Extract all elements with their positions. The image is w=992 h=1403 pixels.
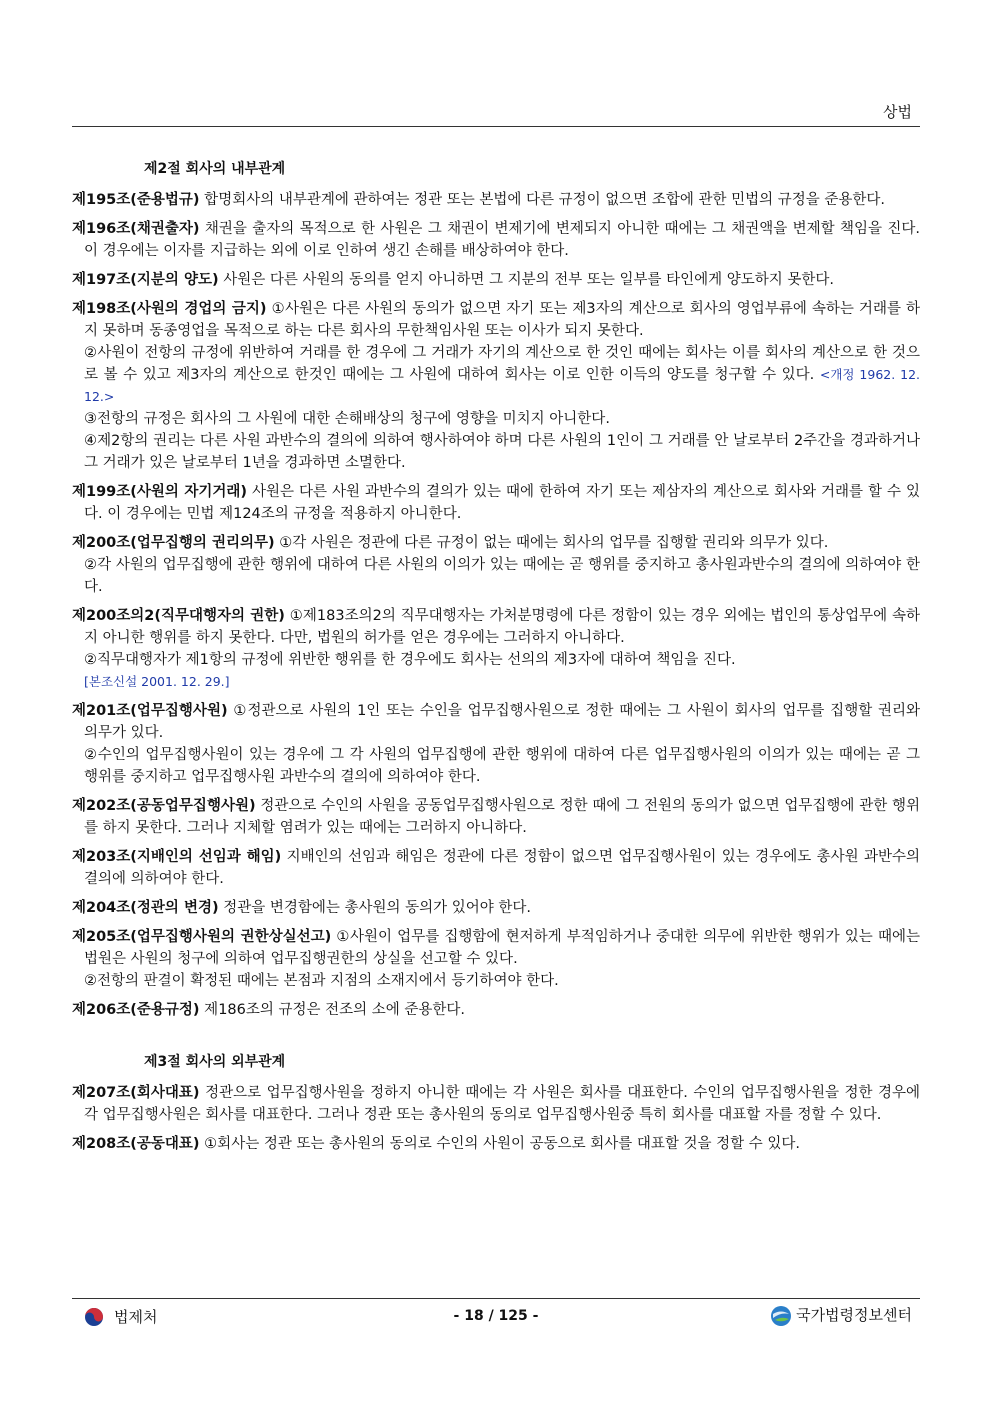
article-198 (72, 298, 920, 474)
article-205 (72, 926, 920, 992)
article-text: 사원은 다른 사원의 동의를 얻지 아니하면 그 지분의 전부 또는 일부를 타인에게 양도하지 못한다. (218, 272, 835, 288)
article-text: 사원은 다른 사원 과반수의 결의가 있는 때에 한하여 자기 또는 제삼자의 계산으로 회사와 거래를 할 수 있다. 이 경우에는 민법 제124조의 규정을 적용하지 아니한다. (84, 484, 920, 522)
article-title: 제204조(정관의 변경) (72, 900, 219, 916)
paragraph-1: ①각 사원은 정관에 다른 규정이 없는 때에는 회사의 업무를 집행할 권리와 의무가 있다. (274, 535, 829, 551)
article-title: 제208조(공동대표) (72, 1136, 200, 1152)
article-text: 정관을 변경함에는 총사원의 동의가 있어야 한다. (218, 900, 532, 916)
footer-divider (72, 1298, 920, 1299)
paragraph-1: ①사원이 업무를 집행함에 현저하게 부적임하거나 중대한 의무에 위반한 행위가 있는 때에는 법원은 사원의 청구에 의하여 업무집행권한의 상실을 선고할 수 있다. (84, 929, 920, 967)
article-title: 제197조(지분의 양도) (72, 272, 219, 288)
article-206 (72, 999, 920, 1021)
paragraph-2: ②수인의 업무집행사원이 있는 경우에 그 각 사원의 업무집행에 관한 행위에 대하여 다른 업무집행사원의 이의가 있는 때에는 곧 그 행위를 중지하고 업무집행사원 과반수의 결의에 의하여야 한다. (84, 747, 920, 785)
paragraph-1: ①제183조의2의 직무대행자는 가처분명령에 다른 정함이 있는 경우 외에는 법인의 통상업무에 속하지 아니한 행위를 하지 못한다. 다만, 법원의 허가를 얻은 경우에는 그러하지 아니하다. (84, 608, 920, 646)
paragraph-2: ②사원이 전항의 규정에 위반하여 거래를 한 경우에 그 거래가 자기의 계산으로 한 것인 때에는 회사는 이를 회사의 계산으로 한 것으로 볼 수 있고 제3자의 계산으로 한것인 때에는 그 사원에 대하여 회사는 이로 인한 이득의 양도를 청구할 수 있다. (84, 345, 920, 383)
article-207 (72, 1082, 920, 1126)
article-197 (72, 269, 920, 291)
article-text: 지배인의 선임과 해임은 정관에 다른 정함이 없으면 업무집행사원이 있는 경우에도 총사원 과반수의 결의에 의하여야 한다. (84, 849, 921, 887)
article-title: 제203조(지배인의 선임과 해임) (72, 849, 282, 865)
globe-logo-icon (770, 1305, 790, 1325)
article-208 (72, 1133, 920, 1155)
article-195 (72, 189, 920, 211)
footer-center-label: 국가법령정보센터 (796, 1306, 912, 1324)
article-text: 합명회사의 내부관계에 관하여는 정관 또는 본법에 다른 규정이 없으면 조합에 관한 민법의 규정을 준용한다. (199, 192, 886, 208)
article-title: 제198조(사원의 경업의 금지) (72, 301, 267, 317)
article-title: 제202조(공동업무집행사원) (72, 798, 256, 814)
paragraph-2: ②전항의 판결이 확정된 때에는 본점과 지점의 소재지에서 등기하여야 한다. (84, 973, 559, 989)
article-title: 제207조(회사대표) (72, 1085, 200, 1101)
article-201 (72, 700, 920, 788)
section-title: 제2절 회사의 내부관계 (144, 161, 286, 177)
article-text: 정관으로 업무집행사원을 정하지 아니한 때에는 각 사원은 회사를 대표한다. 수인의 업무집행사원을 정한 경우에 각 업무집행사원은 회사를 대표한다. 그러나 정관 또는 총사원의 동의로 업무집행사원중 특히 회사를 대표할 자를 정할 수 있다. (84, 1085, 920, 1123)
paragraph-4: ④제2항의 권리는 다른 사원 과반수의 결의에 의하여 행사하여야 하며 다른 사원의 1인이 그 거래를 안 날로부터 2주간을 경과하거나 그 거래가 있은 날로부터 1년을 경과하면 소멸한다. (84, 433, 920, 471)
article-text: 정관으로 수인의 사원을 공동업무집행사원으로 정한 때에 그 전원의 동의가 없으면 업무집행에 관한 행위를 하지 못한다. 그러나 지체할 염려가 있는 때에는 그러하지 아니하다. (84, 798, 920, 836)
article-text: 채권을 출자의 목적으로 한 사원은 그 채권이 변제기에 변제되지 아니한 때에는 그 채권액을 변제할 책임을 진다. 이 경우에는 이자를 지급하는 외에 이로 인하여 생긴 손해를 배상하여야 한다. (84, 221, 920, 259)
article-202 (72, 795, 920, 839)
article-title: 제196조(채권출자) (72, 221, 200, 237)
article-199 (72, 481, 920, 525)
article-200-2 (72, 605, 920, 693)
paragraph-1: ①정관으로 사원의 1인 또는 수인을 업무집행사원으로 정한 때에는 그 사원이 회사의 업무를 집행할 권리와 의무가 있다. (84, 703, 920, 741)
article-title: 제200조(업무집행의 권리의무) (72, 535, 275, 551)
page-number: - 18 / 125 - (453, 1308, 539, 1324)
header-divider (72, 126, 920, 127)
article-title: 제200조의2(직무대행자의 권한) (72, 608, 285, 624)
document-body (72, 158, 920, 1162)
article-title: 제205조(업무집행사원의 권한상실선고) (72, 929, 332, 945)
article-text: 제186조의 규정은 전조의 소에 준용한다. (199, 1002, 466, 1018)
header-title: 상법 (883, 103, 912, 121)
paragraph-2: ②각 사원의 업무집행에 관한 행위에 대하여 다른 사원의 이의가 있는 때에는 곧 행위를 중지하고 총사원과반수의 결의에 의하여야 한다. (84, 557, 920, 595)
paragraph-3: ③전항의 규정은 회사의 그 사원에 대한 손해배상의 청구에 영향을 미치지 아니한다. (84, 411, 610, 427)
article-200 (72, 532, 920, 598)
section-title: 제3절 회사의 외부관계 (144, 1054, 286, 1070)
article-204 (72, 897, 920, 919)
footer-right (770, 1304, 912, 1325)
article-196 (72, 218, 920, 262)
article-title: 제199조(사원의 자기거래) (72, 484, 248, 500)
paragraph-1: ①사원은 다른 사원의 동의가 없으면 자기 또는 제3자의 계산으로 회사의 영업부류에 속하는 거래를 하지 못하며 동종영업을 목적으로 하는 다른 회사의 무한책임사원 또는 이사가 되지 못한다. (84, 301, 921, 339)
article-203 (72, 846, 920, 890)
article-text: ①회사는 정관 또는 총사원의 동의로 수인의 사원이 공동으로 회사를 대표할 것을 정할 수 있다. (199, 1136, 800, 1152)
enactment-note: [본조신설 2001. 12. 29.] (84, 674, 230, 689)
article-title: 제206조(준용규정) (72, 1002, 200, 1018)
article-title: 제195조(준용법규) (72, 192, 200, 208)
paragraph-2: ②직무대행자가 제1항의 규정에 위반한 행위를 한 경우에도 회사는 선의의 제3자에 대하여 책임을 진다. (84, 652, 736, 668)
footer-org-label: 법제처 (114, 1308, 158, 1326)
amendment-note: <개정 1962. 12. 12.> (84, 367, 921, 404)
article-title: 제201조(업무집행사원) (72, 703, 228, 719)
